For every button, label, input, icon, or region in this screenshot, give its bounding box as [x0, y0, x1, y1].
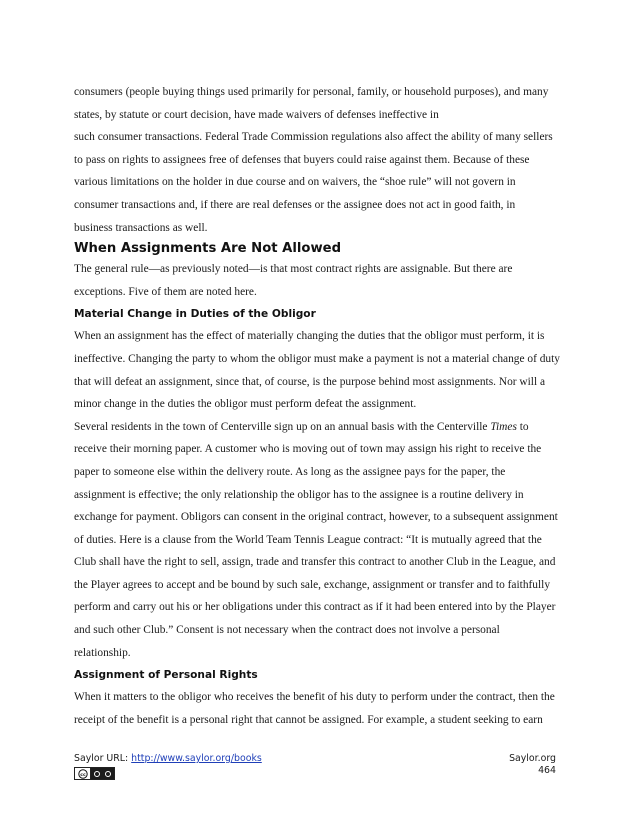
paragraph-general-rule: [74, 258, 562, 303]
text-line: exchange for payment. Obligors can consent in the original contract, however, to a subsequent assignment: [74, 511, 558, 524]
text-line: such consumer transactions. Federal Trade Commission regulations also affect the ability of many sellers: [74, 131, 553, 144]
saylor-books-link[interactable]: http://www.saylor.org/books: [131, 753, 262, 764]
text-line: of duties. Here is a clause from the World Team Tennis League contract: “It is mutually agreed that the: [74, 533, 542, 546]
text-line: and such other Club.” Consent is not necessary when the contract does not involve a personal: [74, 624, 500, 637]
share-alike-icon: [105, 771, 111, 777]
text-line: business transactions as well.: [74, 221, 208, 234]
text-line: consumer transactions and, if there are real defenses or the assignee does not act in good faith, in: [74, 198, 516, 211]
paragraph-centerville-example: [74, 416, 562, 665]
text-line: [74, 416, 562, 439]
text-line: Club shall have the right to sell, assign, trade and transfer this contract to another Club in the League, and: [74, 556, 556, 569]
paragraph-material-change: [74, 325, 562, 415]
text-line: exceptions. Five of them are noted here.: [74, 285, 257, 298]
footer-source: [74, 753, 262, 780]
heading-personal-rights: Assignment of Personal Rights: [74, 669, 258, 682]
text-line: assignment is effective; the only relationship the obligor has to the assignee is a routine delivery in: [74, 488, 524, 501]
text-line: ineffective. Changing the party to whom the obligor must make a payment is not a material change of duty: [74, 352, 560, 365]
text-line: to pass on rights to assignees free of defenses that buyers could raise against them. Because of these: [74, 153, 530, 166]
attribution-icon: [94, 771, 100, 777]
svg-text:cc: cc: [79, 772, 86, 778]
text-line: minor change in the duties the obligor must perform defeat the assignment.: [74, 398, 417, 411]
creative-commons-by-icon: [74, 767, 115, 780]
text-line: receipt of the benefit is a personal right that cannot be assigned. For example, a student seeking to earn: [74, 713, 543, 726]
paragraph-personal-rights: [74, 686, 562, 731]
paragraph-shoe-rule: [74, 81, 562, 239]
cc-logo-icon: [75, 768, 91, 779]
text-line: various limitations on the holder in due course and on waivers, the “shoe rule” will not govern in: [74, 176, 516, 189]
text-line: that will defeat an assignment, since that, of course, is the purpose behind most assignments. Nor will a: [74, 375, 546, 388]
text-line: The general rule—as previously noted—is that most contract rights are assignable. But there are: [74, 263, 513, 276]
heading-assignments-not-allowed: When Assignments Are Not Allowed: [74, 241, 342, 257]
text-line: When an assignment has the effect of materially changing the duties that the obligor must perform, it is: [74, 330, 545, 343]
footer-site: Saylor.org: [509, 753, 556, 764]
page-number: 464: [538, 765, 556, 776]
footer-page-info: [509, 753, 556, 777]
text-line: consumers (people buying things used primarily for personal, family, or household purposes), and many: [74, 86, 549, 98]
text-line: receive their morning paper. A customer who is moving out of town may assign his right to receive the: [74, 443, 542, 456]
text-line: the Player agrees to accept and be bound by such sale, exchange, assignment or transfer and to faithfully: [74, 578, 551, 591]
text-line: states, by statute or court decision, have made waivers of defenses ineffective in: [74, 108, 439, 121]
text-line: relationship.: [74, 646, 131, 659]
text-line: paper to someone else within the delivery route. As long as the assignee pays for the paper, the: [74, 465, 506, 478]
footer-url-label: Saylor URL:: [74, 753, 132, 764]
text-line: perform and carry out his or her obligations under this contract as if it had been entered into by the Player: [74, 601, 556, 614]
text-line: When it matters to the obligor who receives the benefit of his duty to perform under the contract, then the: [74, 691, 555, 704]
newspaper-title: Times: [490, 420, 517, 433]
page-content: [74, 81, 562, 731]
text-span: to: [516, 420, 529, 433]
heading-material-change: Material Change in Duties of the Obligor: [74, 308, 316, 321]
text-span: Several residents in the town of Centerville sign up on an annual basis with the Centerville: [74, 420, 491, 433]
footer-url-line: [74, 753, 262, 765]
cc-attribution-icons: [91, 768, 114, 779]
